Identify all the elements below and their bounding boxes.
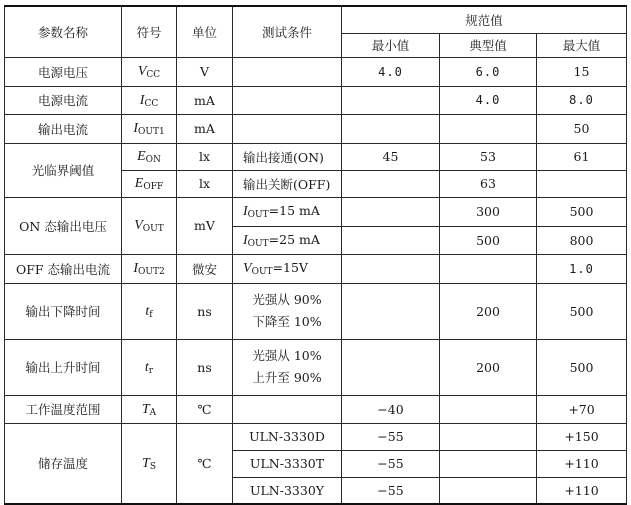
min-cell: −55: [342, 450, 440, 477]
symbol-cell: $T_S$: [122, 423, 177, 504]
min-cell: [342, 283, 440, 339]
param-name: 工作温度范围: [5, 395, 122, 423]
unit-cell: ns: [177, 283, 233, 339]
symbol-cell: $V_{OUT}$: [122, 197, 177, 254]
max-cell: 500: [537, 283, 627, 339]
min-cell: [342, 114, 440, 143]
unit-cell: V: [177, 57, 233, 86]
min-cell: 4.0: [342, 57, 440, 86]
unit-cell: ns: [177, 339, 233, 395]
min-cell: 45: [342, 143, 440, 170]
condition-cell: 光强从 10% 上升至 90%: [233, 339, 342, 395]
typ-cell: 6.0: [440, 57, 537, 86]
param-name: 输出电流: [5, 114, 122, 143]
max-cell: [537, 170, 627, 197]
condition-cell: 输出关断(OFF): [233, 170, 342, 197]
max-cell: 50: [537, 114, 627, 143]
min-cell: [342, 86, 440, 114]
unit-cell: mA: [177, 114, 233, 143]
max-cell: +70: [537, 395, 627, 423]
max-cell: +150: [537, 423, 627, 450]
table-row: [5, 143, 627, 170]
condition-cell: $I_{OUT}=25$ mA: [233, 226, 342, 254]
symbol-cell: $I_{CC}$: [122, 86, 177, 114]
unit-cell: lx: [177, 143, 233, 170]
typ-cell: [440, 450, 537, 477]
typ-cell: 500: [440, 226, 537, 254]
condition-cell: [233, 395, 342, 423]
min-cell: −40: [342, 395, 440, 423]
header-symbol: 符号: [122, 6, 177, 57]
max-cell: 8.0: [537, 86, 627, 114]
condition-cell: [233, 86, 342, 114]
condition-cell: [233, 114, 342, 143]
max-cell: 500: [537, 339, 627, 395]
max-cell: 61: [537, 143, 627, 170]
min-cell: −55: [342, 423, 440, 450]
typ-cell: [440, 254, 537, 283]
min-cell: [342, 254, 440, 283]
spec-table: [4, 5, 627, 505]
condition-cell: ULN-3330D: [233, 423, 342, 450]
typ-cell: [440, 114, 537, 143]
symbol-cell: $t_f$: [122, 283, 177, 339]
unit-cell: lx: [177, 170, 233, 197]
param-name: OFF 态输出电流: [5, 254, 122, 283]
table-row: [5, 395, 627, 423]
typ-cell: 300: [440, 197, 537, 226]
unit-cell: 微安: [177, 254, 233, 283]
table-row: [5, 57, 627, 86]
max-cell: +110: [537, 450, 627, 477]
unit-cell: ℃: [177, 423, 233, 504]
typ-cell: 200: [440, 339, 537, 395]
header-condition: 测试条件: [233, 6, 342, 57]
unit-cell: mV: [177, 197, 233, 254]
max-cell: 800: [537, 226, 627, 254]
condition-cell: $I_{OUT}=15$ mA: [233, 197, 342, 226]
table-row: [5, 283, 627, 339]
min-cell: −55: [342, 477, 440, 504]
typ-cell: 200: [440, 283, 537, 339]
header-unit: 单位: [177, 6, 233, 57]
unit-cell: ℃: [177, 395, 233, 423]
symbol-cell: $E_{ON}$: [122, 143, 177, 170]
param-name: 电源电流: [5, 86, 122, 114]
min-cell: [342, 226, 440, 254]
table-row: [5, 197, 627, 226]
table-row: [5, 339, 627, 395]
symbol-cell: $T_A$: [122, 395, 177, 423]
table-row: [5, 254, 627, 283]
max-cell: 1.0: [537, 254, 627, 283]
typ-cell: [440, 423, 537, 450]
condition-cell: 输出接通(ON): [233, 143, 342, 170]
typ-cell: 53: [440, 143, 537, 170]
condition-cell: ULN-3330T: [233, 450, 342, 477]
typ-cell: [440, 395, 537, 423]
symbol-cell: $I_{OUT1}$: [122, 114, 177, 143]
max-cell: +110: [537, 477, 627, 504]
param-name: 储存温度: [5, 423, 122, 504]
min-cell: [342, 170, 440, 197]
param-name: 输出上升时间: [5, 339, 122, 395]
typ-cell: 4.0: [440, 86, 537, 114]
table-row: [5, 114, 627, 143]
max-cell: 500: [537, 197, 627, 226]
condition-cell: $V_{OUT}=15V$: [233, 254, 342, 283]
max-cell: 15: [537, 57, 627, 86]
header-typ: 典型值: [440, 33, 537, 57]
symbol-cell: $V_{CC}$: [122, 57, 177, 86]
symbol-cell: $E_{OFF}$: [122, 170, 177, 197]
condition-cell: [233, 57, 342, 86]
table-row: [5, 423, 627, 450]
unit-cell: mA: [177, 86, 233, 114]
header-min: 最小值: [342, 33, 440, 57]
header-max: 最大值: [537, 33, 627, 57]
param-name: 输出下降时间: [5, 283, 122, 339]
symbol-cell: $t_r$: [122, 339, 177, 395]
param-name: 电源电压: [5, 57, 122, 86]
typ-cell: 63: [440, 170, 537, 197]
param-name: ON 态输出电压: [5, 197, 122, 254]
typ-cell: [440, 477, 537, 504]
table-row: [5, 86, 627, 114]
min-cell: [342, 197, 440, 226]
header-param: 参数名称: [5, 6, 122, 57]
condition-cell: ULN-3330Y: [233, 477, 342, 504]
min-cell: [342, 339, 440, 395]
header-spec: 规范值: [342, 6, 627, 33]
param-name: 光临界阈值: [5, 143, 122, 197]
condition-cell: 光强从 90% 下降至 10%: [233, 283, 342, 339]
symbol-cell: $I_{OUT2}$: [122, 254, 177, 283]
